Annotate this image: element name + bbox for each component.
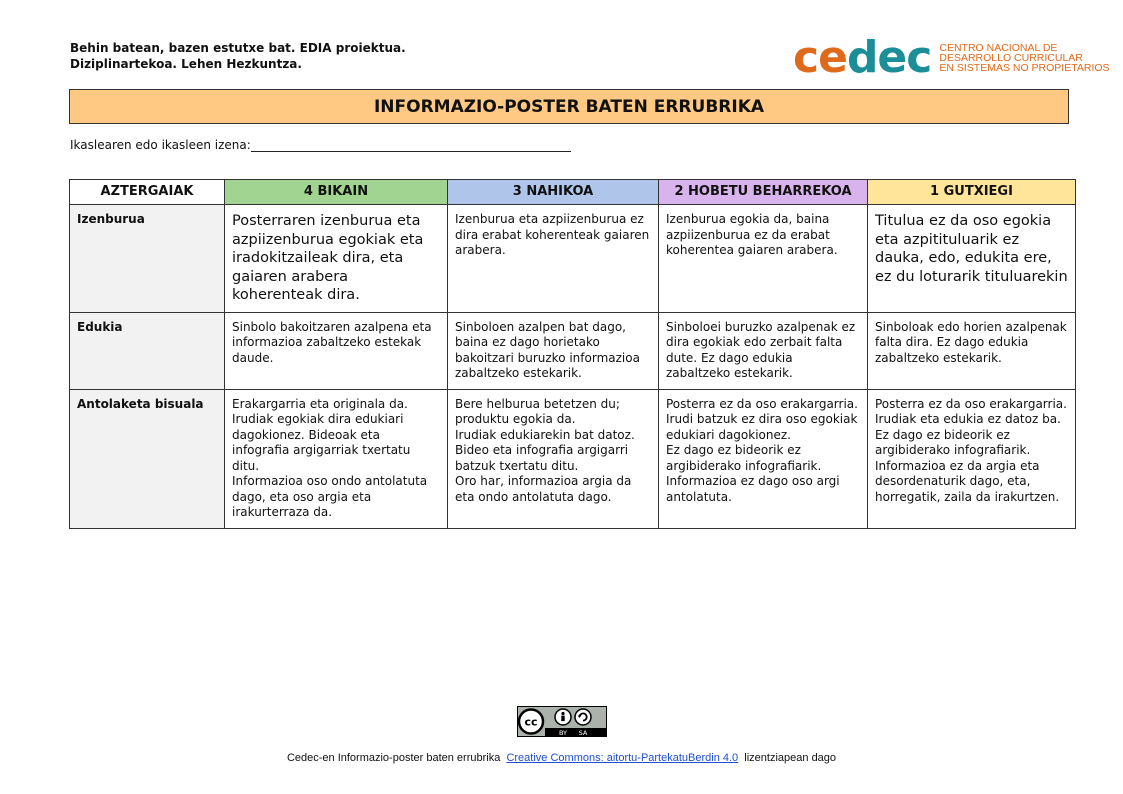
- header-level-1: 1 GUTXIEGI: [868, 180, 1076, 205]
- cedec-logo: [793, 32, 1110, 83]
- rubric-cell: Sinboloen azalpen bat dago, baina ez dago horietako bakoitzari buruzko informazioa zabaltzeko estekarik.: [448, 312, 659, 389]
- student-name-line: [70, 138, 571, 152]
- cedec-logo-text: CENTRO NACIONAL DE DESARROLLO CURRICULAR EN SISTEMAS NO PROPIETARIOS: [939, 42, 1110, 74]
- rubric-title: INFORMAZIO-POSTER BATEN ERRUBRIKA: [69, 89, 1069, 124]
- table-row: [70, 205, 1076, 313]
- criterion-cell: Antolaketa bisuala: [70, 389, 225, 528]
- document-header: [70, 40, 406, 72]
- rubric-cell: Sinboloei buruzko azalpenak ez dira egokiak edo zerbait falta dute. Ez dago edukia zabaltzeko estekarik.: [659, 312, 868, 389]
- header-line-2: Diziplinartekoa. Lehen Hezkuntza.: [70, 57, 302, 71]
- header-criteria: AZTERGAIAK: [70, 180, 225, 205]
- svg-text:SA: SA: [578, 729, 587, 737]
- footer-text-before: Cedec-en Informazio-poster baten errubrika: [286, 752, 501, 764]
- header-level-2: 2 HOBETU BEHARREKOA: [659, 180, 868, 205]
- rubric-cell: Izenburua egokia da, baina azpiizenburua ez da erabat koherentea gaiaren arabera.: [659, 205, 868, 313]
- cc-by-sa-license-icon: [517, 706, 607, 737]
- rubric-cell: Posterraren izenburua eta azpiizenburua egokiak eta iradokitzaileak dira, eta gaiaren arabera koherenteak dira.: [225, 205, 448, 313]
- svg-text:BY: BY: [558, 729, 567, 737]
- table-header-row: [70, 180, 1076, 205]
- rubric-table: [69, 179, 1076, 529]
- table-row: [70, 389, 1076, 528]
- header-level-3: 3 NAHIKOA: [448, 180, 659, 205]
- rubric-cell: Posterra ez da oso erakargarria. Irudi batzuk ez dira oso egokiak edukiari dagokionez. Ez dago ez bideorik ez argibiderako infografiarik. Informazioa ez dago oso argi antolatuta.: [659, 389, 868, 528]
- table-row: [70, 312, 1076, 389]
- student-name-label: Ikaslearen edo ikasleen izena:: [70, 138, 251, 152]
- header-line-1: Behin batean, bazen estutxe bat. EDIA proiektua.: [70, 41, 406, 55]
- rubric-cell: Sinbolo bakoitzaren azalpena eta informazioa zabaltzeko estekak daude.: [225, 312, 448, 389]
- rubric-cell: Bere helburua betetzen du; produktu egokia da. Irudiak edukiarekin bat datoz. Bideo eta infografia argigarri batzuk txertatu ditu. Oro har, informazioa argia da eta ondo antolatuta dago.: [448, 389, 659, 528]
- footer: [0, 706, 1123, 764]
- footer-license-text: [0, 752, 1123, 764]
- rubric-cell: Erakargarria eta originala da. Irudiak egokiak dira edukiari dagokionez. Bideoak eta infografia argigarriak txertatu ditu. Informazioa oso ondo antolatuta dago, eta oso argia eta irakurterraza da.: [225, 389, 448, 528]
- rubric-cell: Titulua ez da oso egokia eta azpitituluarik ez dauka, edo, edukita ere, ez du loturarik tituluarekin: [868, 205, 1076, 313]
- rubric-cell: Izenburua eta azpiizenburua ez dira erabat koherenteak gaiaren arabera.: [448, 205, 659, 313]
- rubric-cell: Sinboloak edo horien azalpenak falta dira. Ez dago edukia zabaltzeko estekarik.: [868, 312, 1076, 389]
- license-link[interactable]: Creative Commons: aitortu-PartekatuBerdin 4.0: [506, 752, 739, 764]
- student-name-blank: [251, 139, 571, 152]
- header-level-4: 4 BIKAIN: [225, 180, 448, 205]
- svg-text:cc: cc: [523, 715, 538, 729]
- footer-text-after: lizentziapean dago: [744, 752, 837, 764]
- criterion-cell: Izenburua: [70, 205, 225, 313]
- criterion-cell: Edukia: [70, 312, 225, 389]
- rubric-cell: Posterra ez da oso erakargarria. Irudiak eta edukia ez datoz ba. Ez dago ez bideorik ez argibiderako infografiarik. Informazioa ez da argia eta desordenaturik dago, eta, horregatik, zaila da irakurtzen.: [868, 389, 1076, 528]
- cedec-logo-word: cedec: [793, 32, 932, 83]
